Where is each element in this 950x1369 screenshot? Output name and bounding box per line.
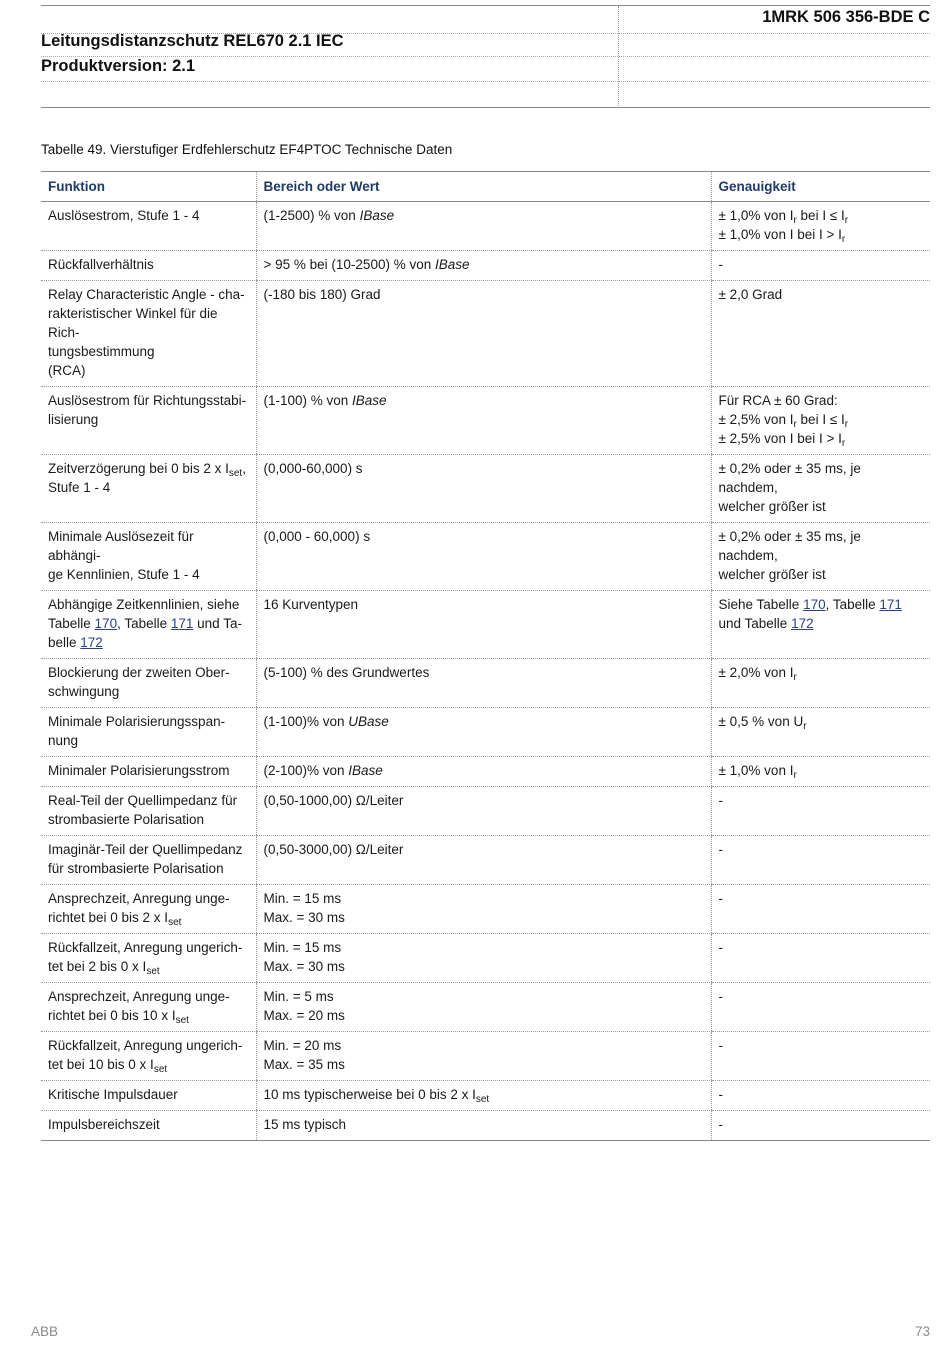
range-cell: Min. = 15 ms Max. = 30 ms xyxy=(256,885,711,934)
function-cell: Rückfallzeit, Anregung ungerich- tet bei 2 bis 0 x $I_{set}$ xyxy=(41,934,256,983)
function-cell: Ansprechzeit, Anregung unge- richtet bei 0 bis 2 x $I_{set}$ xyxy=(41,885,256,934)
accuracy-cell: - xyxy=(711,251,930,281)
function-cell: Auslösestrom für Richtungsstabi- lisierung xyxy=(41,387,256,455)
link-table-172[interactable]: 172 xyxy=(80,635,103,650)
function-cell: Minimaler Polarisierungsstrom xyxy=(41,757,256,787)
link-table-171[interactable]: 171 xyxy=(879,597,902,612)
accuracy-cell: ± 0,2% oder ± 35 ms, je nachdem, welcher größer ist xyxy=(711,455,930,523)
accuracy-cell: - xyxy=(711,1032,930,1081)
range-cell: (1-100) % von IBase xyxy=(256,387,711,455)
range-cell: (2-100)% von IBase xyxy=(256,757,711,787)
range-cell: Min. = 5 ms Max. = 20 ms xyxy=(256,983,711,1032)
header-rule xyxy=(41,81,930,82)
table-row xyxy=(41,934,930,983)
table-row xyxy=(41,983,930,1032)
accuracy-cell: Siehe Tabelle 170, Tabelle 171 und Tabelle 172 xyxy=(711,591,930,659)
range-cell: 15 ms typisch xyxy=(256,1111,711,1141)
function-cell: Minimale Auslösezeit für abhängi- ge Kennlinien, Stufe 1 - 4 xyxy=(41,523,256,591)
document-id: 1MRK 506 356-BDE C xyxy=(762,8,930,26)
table-row xyxy=(41,787,930,836)
accuracy-cell: - xyxy=(711,787,930,836)
table-row xyxy=(41,757,930,787)
link-table-170[interactable]: 170 xyxy=(803,597,826,612)
link-table-171[interactable]: 171 xyxy=(170,616,194,631)
table-row xyxy=(41,708,930,757)
function-cell: Impulsbereichszeit xyxy=(41,1111,256,1141)
accuracy-cell: ± 1,0% von $I_r$ bei $I \le I_r$ ± 1,0% von I bei $I > I_r$ xyxy=(711,202,930,251)
accuracy-cell: - xyxy=(711,1081,930,1111)
table-row xyxy=(41,523,930,591)
accuracy-cell: ± 2,0 Grad xyxy=(711,281,930,387)
accuracy-cell: - xyxy=(711,885,930,934)
accuracy-cell: ± 0,2% oder ± 35 ms, je nachdem, welcher größer ist xyxy=(711,523,930,591)
accuracy-cell: - xyxy=(711,983,930,1032)
function-cell: Relay Characteristic Angle - cha- rakteristischer Winkel für die Rich- tungsbestimmung (RCA) xyxy=(41,281,256,387)
table-row xyxy=(41,591,930,659)
function-cell: Blockierung der zweiten Ober- schwingung xyxy=(41,659,256,708)
table-row xyxy=(41,659,930,708)
table-row xyxy=(41,455,930,523)
table-header-row xyxy=(41,172,930,202)
accuracy-cell: - xyxy=(711,1111,930,1141)
range-cell: (-180 bis 180) Grad xyxy=(256,281,711,387)
technical-data-table xyxy=(41,171,930,1141)
accuracy-cell: ± 2,0% von $I_r$ xyxy=(711,659,930,708)
product-version: Produktversion: 2.1 xyxy=(41,57,196,75)
table-row xyxy=(41,1032,930,1081)
table-row xyxy=(41,1081,930,1111)
column-header-function: Funktion xyxy=(41,172,256,202)
range-cell: 10 ms typischerweise bei 0 bis 2 x $I_{set}$ xyxy=(256,1081,711,1111)
function-cell: Imaginär-Teil der Quellimpedanz für strombasierte Polarisation xyxy=(41,836,256,885)
accuracy-cell: - xyxy=(711,934,930,983)
page-header xyxy=(41,5,930,108)
range-cell: Min. = 15 ms Max. = 30 ms xyxy=(256,934,711,983)
function-cell: Rückfallverhältnis xyxy=(41,251,256,281)
document-title: Leitungsdistanzschutz REL670 2.1 IEC xyxy=(41,32,344,50)
range-cell: (1-100)% von UBase xyxy=(256,708,711,757)
table-row xyxy=(41,1111,930,1141)
table-row xyxy=(41,885,930,934)
column-header-range: Bereich oder Wert xyxy=(256,172,711,202)
table-row xyxy=(41,202,930,251)
function-cell: Zeitverzögerung bei 0 bis 2 x $I_{set}$, Stufe 1 - 4 xyxy=(41,455,256,523)
function-cell: Auslösestrom, Stufe 1 - 4 xyxy=(41,202,256,251)
table-row xyxy=(41,251,930,281)
range-cell: 16 Kurventypen xyxy=(256,591,711,659)
column-header-accuracy: Genauigkeit xyxy=(711,172,930,202)
link-table-170[interactable]: 170 xyxy=(94,616,118,631)
range-cell: (0,50-3000,00) Ω/Leiter xyxy=(256,836,711,885)
function-cell: Abhängige Zeitkennlinien, siehe Tabelle 170, Tabelle 171 und Ta- belle 172 xyxy=(41,591,256,659)
footer-company: ABB xyxy=(31,1324,59,1339)
function-cell: Minimale Polarisierungsspan- nung xyxy=(41,708,256,757)
range-cell: (0,000-60,000) s xyxy=(256,455,711,523)
accuracy-cell: - xyxy=(711,836,930,885)
accuracy-cell: ± 1,0% von $I_r$ xyxy=(711,757,930,787)
table-row xyxy=(41,387,930,455)
range-cell: (1-2500) % von IBase xyxy=(256,202,711,251)
range-cell: > 95 % bei (10-2500) % von IBase xyxy=(256,251,711,281)
page-number: 73 xyxy=(914,1324,930,1339)
link-table-172[interactable]: 172 xyxy=(791,616,814,631)
function-cell: Ansprechzeit, Anregung unge- richtet bei 0 bis 10 x $I_{set}$ xyxy=(41,983,256,1032)
range-cell: (5-100) % des Grundwertes xyxy=(256,659,711,708)
table-row xyxy=(41,281,930,387)
table-caption: Tabelle 49. Vierstufiger Erdfehlerschutz EF4PTOC Technische Daten xyxy=(41,142,453,157)
range-cell: Min. = 20 ms Max. = 35 ms xyxy=(256,1032,711,1081)
table-row xyxy=(41,836,930,885)
function-cell: Real-Teil der Quellimpedanz für strombasierte Polarisation xyxy=(41,787,256,836)
function-cell: Kritische Impulsdauer xyxy=(41,1081,256,1111)
function-cell: Rückfallzeit, Anregung ungerich- tet bei 10 bis 0 x $I_{set}$ xyxy=(41,1032,256,1081)
range-cell: (0,000 - 60,000) s xyxy=(256,523,711,591)
accuracy-cell: ± 0,5 % von $U_r$ xyxy=(711,708,930,757)
accuracy-cell: Für RCA ± 60 Grad: ± 2,5% von $I_r$ bei $I \le I_r$ ± 2,5% von I bei $I > I_r$ xyxy=(711,387,930,455)
range-cell: (0,50-1000,00) Ω/Leiter xyxy=(256,787,711,836)
